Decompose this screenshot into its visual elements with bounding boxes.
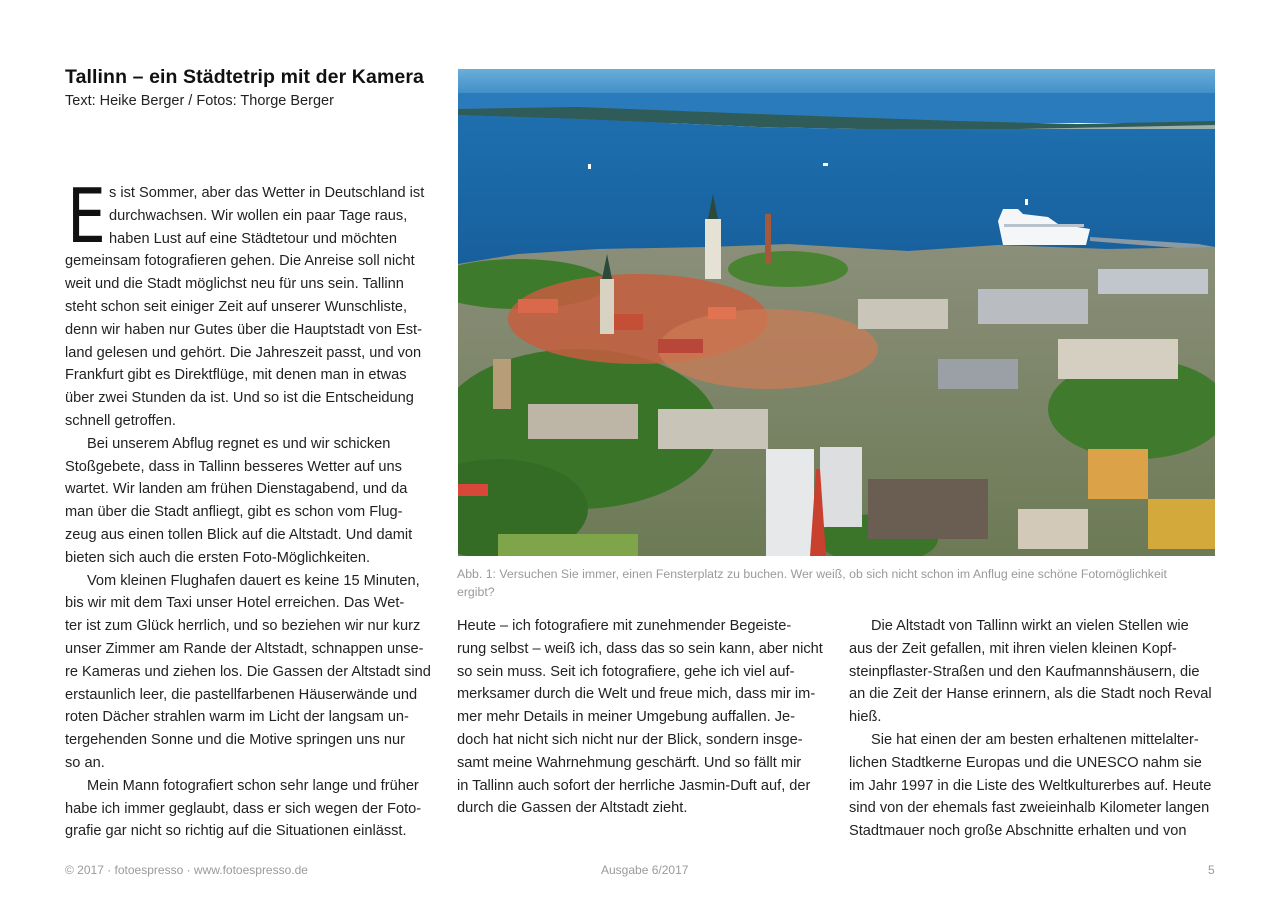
paragraph xyxy=(65,775,435,843)
text-line: haben Lust auf eine Städtetour und möchten xyxy=(109,230,398,247)
text-column-1 xyxy=(65,172,435,843)
text-line: Stoßgebete, dass in Tallinn besseres Wetter auf uns xyxy=(65,458,402,475)
text-line: an die Zeit der Hanse erinnern, als die Stadt noch Reval xyxy=(849,686,1212,703)
text-line: zeug aus einen tollen Blick auf die Altstadt. Und damit xyxy=(65,526,413,543)
text-line: erstaunlich leer, die pastellfarbenen Häuserwände und xyxy=(65,686,418,703)
text-line: man über die Stadt anfliegt, gibt es schon vom Flug- xyxy=(65,504,403,521)
photo-illustration xyxy=(458,69,1215,556)
text-line: denn wir haben nur Gutes über die Hauptstadt von Est- xyxy=(65,321,422,338)
text-line: tergehenden Sonne und die Motive springen uns nur xyxy=(65,732,405,749)
paragraph xyxy=(849,729,1219,843)
footer-copyright: © 2017 · fotoespresso · www.fotoespresso.de xyxy=(65,863,308,877)
paragraph xyxy=(65,250,435,432)
paragraph xyxy=(849,615,1219,729)
page-number: 5 xyxy=(1208,863,1215,877)
text-line: Stadtmauer noch große Abschnitte erhalten und von xyxy=(849,823,1187,840)
text-line: im Jahr 1997 in die Liste des Weltkulturerbes auf. Heute xyxy=(849,777,1212,794)
text-line: s ist Sommer, aber das Wetter in Deutschland ist xyxy=(109,185,425,201)
text-line: so an. xyxy=(65,754,105,771)
paragraph xyxy=(65,570,435,775)
text-line: land gelesen und gehört. Die Jahreszeit passt, und von xyxy=(65,344,422,361)
text-line: gemeinsam fotografieren gehen. Die Anreise soll nicht xyxy=(65,253,415,270)
text-line: weit und die Stadt möglichst neu für uns sein. Tallinn xyxy=(65,276,404,293)
text-line: habe ich immer geglaubt, dass er sich wegen der Foto- xyxy=(65,800,422,817)
text-line: roten Dächer strahlen warm im Licht der langsam un- xyxy=(65,709,409,726)
text-line: Die Altstadt von Tallinn wirkt an vielen Stellen wie xyxy=(871,618,1189,634)
text-line: wartet. Wir landen am frühen Dienstagabend, und da xyxy=(65,481,408,498)
text-line: Sie hat einen der am besten erhaltenen mittelalter- xyxy=(871,731,1199,748)
text-line: über zwei Stunden da ist. Und so ist die Entscheidung xyxy=(65,390,414,407)
text-line: Mein Mann fotografiert schon sehr lange und früher xyxy=(87,777,419,794)
text-column-3 xyxy=(849,615,1219,843)
text-line: re Kameras und ziehen los. Die Gassen der Altstadt sind xyxy=(65,663,431,680)
text-line: Vom kleinen Flughafen dauert es keine 15 Minuten, xyxy=(87,572,420,589)
text-column-2 xyxy=(457,615,827,820)
text-line: grafie gar nicht so richtig auf die Situationen einlässt. xyxy=(65,823,407,840)
text-line: durch die Gassen der Altstadt zieht. xyxy=(457,800,688,817)
text-line: schnell getroffen. xyxy=(65,412,176,429)
text-line: ter ist zum Glück herrlich, und so beziehen wir nur kurz xyxy=(65,618,421,635)
article-title: Tallinn – ein Städtetrip mit der Kamera xyxy=(65,66,424,88)
text-line: Heute – ich fotografiere mit zunehmender Begeiste- xyxy=(457,618,792,634)
article-byline: Text: Heike Berger / Fotos: Thorge Berger xyxy=(65,93,334,109)
dropcap-letter: E xyxy=(67,172,106,260)
text-line: in Tallinn auch sofort der herrliche Jasmin-Duft auf, der xyxy=(457,777,811,794)
text-line: unser Zimmer am Rande der Altstadt, schnappen unse- xyxy=(65,640,424,657)
text-line: steinpflaster-Straßen und den Kaufmannshäusern, die xyxy=(849,663,1200,680)
text-line: lichen Stadtkerne Europas und die UNESCO nahm sie xyxy=(849,754,1202,771)
text-line: merksamer durch die Welt und freue mich, dass mir im- xyxy=(457,686,816,703)
text-line: steht schon seit einiger Zeit auf unserer Wunschliste, xyxy=(65,298,408,315)
tallinn-aerial-photo xyxy=(458,69,1215,556)
paragraph xyxy=(457,615,827,820)
text-line: doch hat nicht sich nicht nur der Blick, sondern insge- xyxy=(457,731,803,748)
dropcap-paragraph xyxy=(65,172,435,260)
text-line: bieten sich auch die ersten Foto-Möglichkeiten. xyxy=(65,549,371,566)
text-line: bis wir mit dem Taxi unser Hotel erreichen. Das Wet- xyxy=(65,595,405,612)
text-line: Frankfurt gibt es Direktflüge, mit denen man in etwas xyxy=(65,367,407,384)
text-line: aus der Zeit gefallen, mit ihren vielen kleinen Kopf- xyxy=(849,640,1177,657)
text-line: hieß. xyxy=(849,709,882,726)
footer-issue: Ausgabe 6/2017 xyxy=(601,863,689,877)
text-line: samt meine Wahrnehmung geschärft. Und so fällt mir xyxy=(457,754,802,771)
text-line: sind von der ehemals fast zweieinhalb Kilometer langen xyxy=(849,800,1210,817)
text-line: durchwachsen. Wir wollen ein paar Tage raus, xyxy=(109,207,408,224)
text-line: rung selbst – weiß ich, dass das so sein kann, aber nicht xyxy=(457,640,823,657)
text-line: Bei unserem Abflug regnet es und wir schicken xyxy=(87,435,391,452)
paragraph xyxy=(65,433,435,570)
figure-caption: Abb. 1: Versuchen Sie immer, einen Fensterplatz zu buchen. Wer weiß, ob sich nicht schon im Anflug eine schöne Fotomöglichkeit ergibt? xyxy=(457,567,1167,599)
text-line: so sein muss. Seit ich fotografiere, gehe ich viel auf- xyxy=(457,663,795,680)
text-line: mer mehr Details in meiner Umgebung auffallen. Je- xyxy=(457,709,795,726)
